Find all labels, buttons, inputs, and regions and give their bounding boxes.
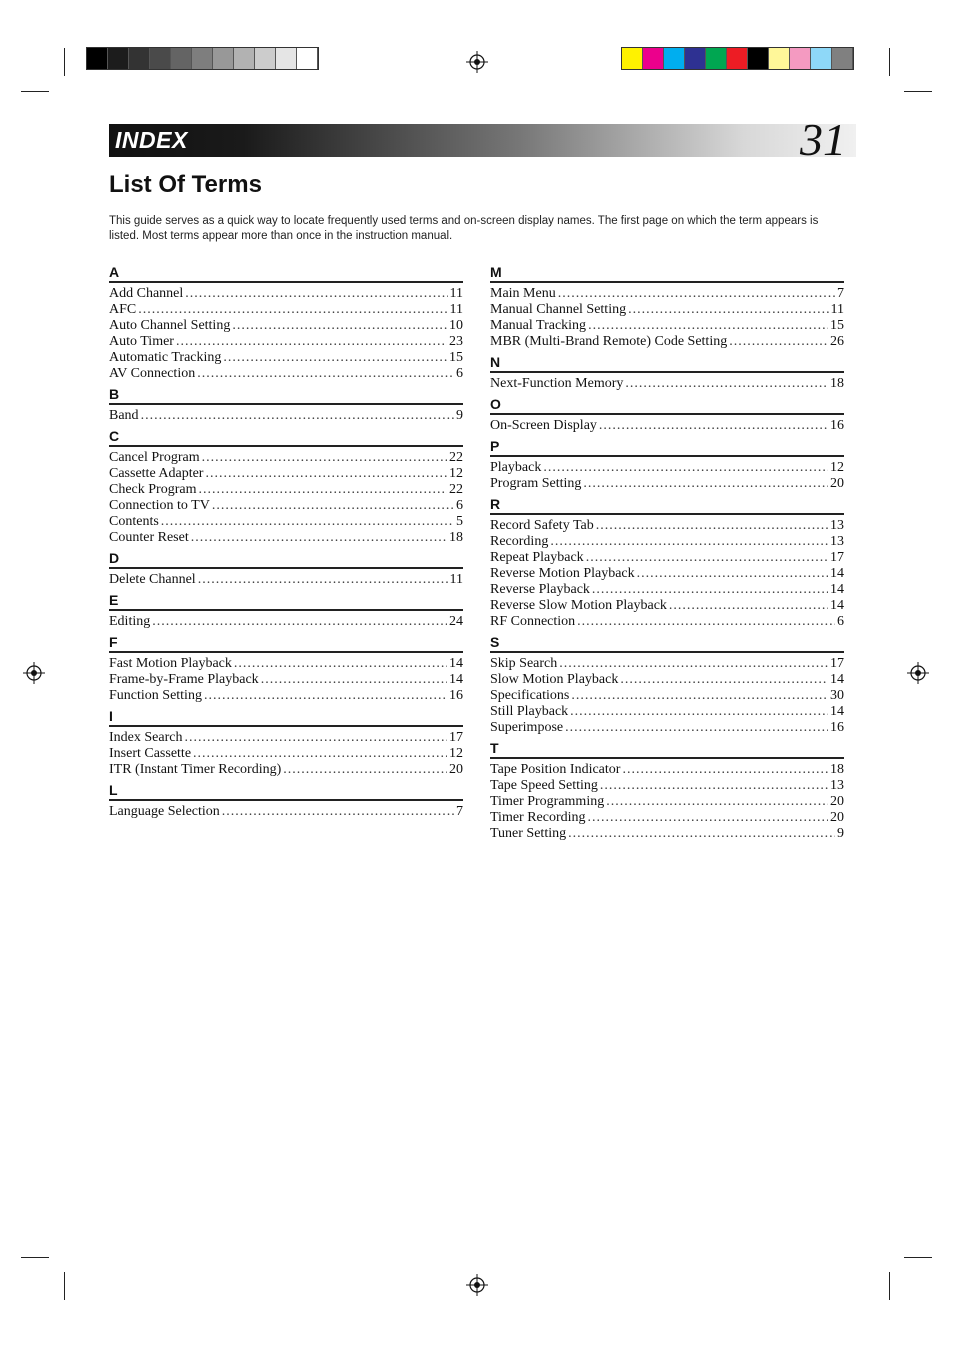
entry-term: Repeat Playback [490,550,584,565]
color-swatch [213,48,234,69]
entry-term: Fast Motion Playback [109,656,232,671]
registration-mark-icon [907,662,929,684]
section-letter: N [490,353,844,373]
intro-paragraph: This guide serves as a quick way to locate frequently used terms and on-screen display names. The first page on which the term appears is listed. Most terms appear more than once in the instruction manual. [109,215,819,242]
entry-term: Reverse Slow Motion Playback [490,598,667,613]
entry-term: AFC [109,302,137,317]
index-section [490,495,844,633]
index-column-right [490,263,844,845]
dot-leader [185,286,447,302]
index-entry [490,518,844,534]
entry-page-number: 23 [449,334,463,349]
section-letter: D [109,549,463,569]
color-swatch [87,48,108,69]
entry-page-number: 16 [830,418,844,433]
dot-leader [622,762,828,778]
entry-term: Connection to TV [109,498,210,513]
dot-leader [588,318,828,334]
page-title: List Of Terms [109,171,262,198]
entry-page-number: 13 [830,778,844,793]
dot-leader [570,704,828,720]
index-entry [490,598,844,614]
entry-page-number: 30 [830,688,844,703]
entry-term: Auto Channel Setting [109,318,231,333]
color-swatch [171,48,192,69]
index-entry [109,730,463,746]
banner-title: INDEX [115,127,188,153]
entry-page-number: 20 [449,762,463,777]
crop-mark [904,1257,932,1258]
index-entry [109,804,463,820]
entry-page-number: 6 [456,366,463,381]
entry-term: Timer Recording [490,810,586,825]
index-entry [490,476,844,492]
entry-term: Specifications [490,688,570,703]
dot-leader [620,672,828,688]
entry-page-number: 12 [449,746,463,761]
entry-term: Contents [109,514,159,529]
index-entry [109,688,463,704]
entry-term: Automatic Tracking [109,350,222,365]
crop-mark [889,48,890,76]
entry-term: On-Screen Display [490,418,597,433]
crop-mark [64,1272,65,1300]
section-letter: E [109,591,463,611]
dot-leader [606,794,828,810]
index-entry [490,688,844,704]
dot-leader [198,482,447,498]
crop-mark [64,48,65,76]
registration-mark-icon [466,1274,488,1296]
entry-page-number: 12 [830,460,844,475]
dot-leader [234,656,447,672]
index-entry [490,794,844,810]
index-entry [109,498,463,514]
dot-leader [559,656,828,672]
color-swatch [832,48,853,69]
crop-mark [21,1257,49,1258]
index-entry [490,286,844,302]
entry-page-number: 16 [449,688,463,703]
entry-page-number: 14 [830,704,844,719]
dot-leader [204,688,447,704]
grayscale-calibration-bar [86,47,319,70]
entry-page-number: 11 [830,302,844,317]
color-swatch [192,48,213,69]
section-letter: C [109,427,463,447]
entry-page-number: 13 [830,534,844,549]
entry-term: Timer Programming [490,794,605,809]
index-entry [490,418,844,434]
entry-page-number: 14 [830,582,844,597]
index-section [490,633,844,739]
index-entry [490,566,844,582]
dot-leader [191,530,447,546]
dot-leader [571,688,828,704]
entry-page-number: 14 [449,656,463,671]
entry-term: Add Channel [109,286,184,301]
entry-term: Superimpose [490,720,564,735]
section-letter: I [109,707,463,727]
registration-mark-icon [466,51,488,73]
dot-leader [596,518,828,534]
dot-leader [152,614,447,630]
entry-term: Still Playback [490,704,569,719]
index-section [109,549,463,591]
dot-leader [600,778,828,794]
entry-page-number: 20 [830,476,844,491]
entry-page-number: 17 [449,730,463,745]
entry-term: Next-Function Memory [490,376,624,391]
dot-leader [193,746,447,762]
index-entry [490,720,844,736]
section-letter: O [490,395,844,415]
dot-leader [205,466,447,482]
entry-page-number: 7 [837,286,844,301]
index-entry [109,672,463,688]
crop-mark [904,91,932,92]
index-entry [109,530,463,546]
dot-leader [141,408,454,424]
index-entry [490,656,844,672]
dot-leader [176,334,447,350]
entry-term: Language Selection [109,804,220,819]
entry-page-number: 22 [449,482,463,497]
entry-term: Playback [490,460,542,475]
entry-term: Tape Speed Setting [490,778,598,793]
entry-term: Delete Channel [109,572,196,587]
section-letter: L [109,781,463,801]
entry-page-number: 14 [830,672,844,687]
entry-page-number: 10 [449,318,463,333]
page-number: 31 [800,114,846,165]
index-entry [490,778,844,794]
color-swatch [706,48,727,69]
entry-term: Cancel Program [109,450,200,465]
dot-leader [592,582,828,598]
section-letter: P [490,437,844,457]
index-section [109,633,463,707]
index-entry [109,482,463,498]
index-entry [490,534,844,550]
entry-page-number: 9 [456,408,463,423]
entry-term: RF Connection [490,614,576,629]
entry-page-number: 13 [830,518,844,533]
entry-page-number: 18 [830,762,844,777]
entry-term: Skip Search [490,656,558,671]
index-entry [109,572,463,588]
entry-page-number: 17 [830,550,844,565]
color-swatch [748,48,769,69]
entry-term: Manual Channel Setting [490,302,627,317]
entry-page-number: 26 [830,334,844,349]
dot-leader [586,550,828,566]
dot-leader [232,318,447,334]
entry-page-number: 15 [449,350,463,365]
color-swatch [769,48,790,69]
color-swatch [255,48,276,69]
color-swatch [643,48,664,69]
dot-leader [138,302,447,318]
entry-page-number: 6 [456,498,463,513]
entry-page-number: 14 [830,598,844,613]
index-entry [109,366,463,382]
entry-page-number: 16 [830,720,844,735]
dot-leader [729,334,828,350]
index-entry [490,550,844,566]
index-entry [109,408,463,424]
index-entry [490,376,844,392]
index-section [490,437,844,495]
index-section [109,385,463,427]
entry-term: Function Setting [109,688,202,703]
entry-term: Frame-by-Frame Playback [109,672,259,687]
index-entry [490,614,844,630]
entry-page-number: 18 [830,376,844,391]
entry-term: ITR (Instant Timer Recording) [109,762,282,777]
index-entry [490,762,844,778]
entry-page-number: 20 [830,810,844,825]
index-section [490,353,844,395]
dot-leader [568,826,835,842]
section-letter: A [109,263,463,283]
index-entry [490,460,844,476]
entry-page-number: 5 [456,514,463,529]
entry-page-number: 11 [449,286,463,301]
color-swatch [622,48,643,69]
dot-leader [550,534,828,550]
entry-term: Program Setting [490,476,582,491]
entry-page-number: 12 [449,466,463,481]
dot-leader [577,614,835,630]
index-section [109,707,463,781]
entry-page-number: 6 [837,614,844,629]
dot-leader [558,286,835,302]
color-swatch [297,48,318,69]
index-section [109,781,463,823]
entry-term: Tuner Setting [490,826,567,841]
section-letter: B [109,385,463,405]
index-banner [109,124,856,157]
entry-term: AV Connection [109,366,196,381]
index-entry [490,334,844,350]
index-column-left [109,263,463,823]
index-entry [109,614,463,630]
entry-term: Main Menu [490,286,556,301]
index-entry [490,302,844,318]
index-entry [109,302,463,318]
color-swatch [150,48,171,69]
entry-term: Manual Tracking [490,318,587,333]
section-letter: S [490,633,844,653]
index-section [490,395,844,437]
entry-term: Index Search [109,730,183,745]
entry-page-number: 9 [837,826,844,841]
index-section [109,591,463,633]
entry-page-number: 11 [449,302,463,317]
entry-term: Editing [109,614,151,629]
entry-term: Auto Timer [109,334,174,349]
index-section [490,739,844,845]
dot-leader [565,720,828,736]
entry-page-number: 24 [449,614,463,629]
dot-leader [202,450,447,466]
color-swatch [790,48,811,69]
entry-term: MBR (Multi-Brand Remote) Code Setting [490,334,728,349]
index-entry [109,514,463,530]
index-entry [109,450,463,466]
section-letter: R [490,495,844,515]
entry-term: Recording [490,534,549,549]
index-entry [490,810,844,826]
crop-mark [21,91,49,92]
registration-mark-icon [23,662,45,684]
dot-leader [543,460,828,476]
entry-page-number: 15 [830,318,844,333]
dot-leader [669,598,828,614]
entry-term: Insert Cassette [109,746,192,761]
dot-leader [599,418,828,434]
index-entry [109,334,463,350]
index-entry [109,286,463,302]
entry-page-number: 7 [456,804,463,819]
crop-mark [889,1272,890,1300]
section-letter: T [490,739,844,759]
dot-leader [223,350,447,366]
index-entry [490,826,844,842]
dot-leader [197,366,454,382]
entry-term: Counter Reset [109,530,189,545]
color-calibration-bar [621,47,854,70]
dot-leader [628,302,828,318]
dot-leader [588,810,828,826]
index-entry [109,318,463,334]
dot-leader [283,762,447,778]
index-entry [109,656,463,672]
entry-term: Band [109,408,139,423]
index-entry [109,350,463,366]
index-entry [490,318,844,334]
index-entry [109,466,463,482]
entry-term: Reverse Motion Playback [490,566,635,581]
color-swatch [234,48,255,69]
section-letter: F [109,633,463,653]
entry-page-number: 18 [449,530,463,545]
index-entry [490,704,844,720]
dot-leader [637,566,828,582]
entry-page-number: 22 [449,450,463,465]
index-entry [490,582,844,598]
entry-term: Check Program [109,482,197,497]
color-swatch [727,48,748,69]
dot-leader [212,498,454,514]
dot-leader [222,804,454,820]
entry-term: Tape Position Indicator [490,762,621,777]
color-swatch [811,48,832,69]
index-section [109,263,463,385]
index-section [109,427,463,549]
color-swatch [276,48,297,69]
color-swatch [129,48,150,69]
dot-leader [261,672,447,688]
entry-page-number: 14 [449,672,463,687]
entry-page-number: 17 [830,656,844,671]
dot-leader [625,376,828,392]
entry-page-number: 20 [830,794,844,809]
color-swatch [685,48,706,69]
dot-leader [161,514,454,530]
entry-term: Record Safety Tab [490,518,594,533]
dot-leader [583,476,828,492]
dot-leader [198,572,448,588]
index-entry [490,672,844,688]
index-entry [109,746,463,762]
entry-page-number: 14 [830,566,844,581]
index-entry [109,762,463,778]
color-swatch [108,48,129,69]
entry-term: Cassette Adapter [109,466,204,481]
section-letter: M [490,263,844,283]
entry-page-number: 11 [449,572,463,587]
entry-term: Slow Motion Playback [490,672,619,687]
dot-leader [184,730,447,746]
index-section [490,263,844,353]
color-swatch [664,48,685,69]
entry-term: Reverse Playback [490,582,590,597]
